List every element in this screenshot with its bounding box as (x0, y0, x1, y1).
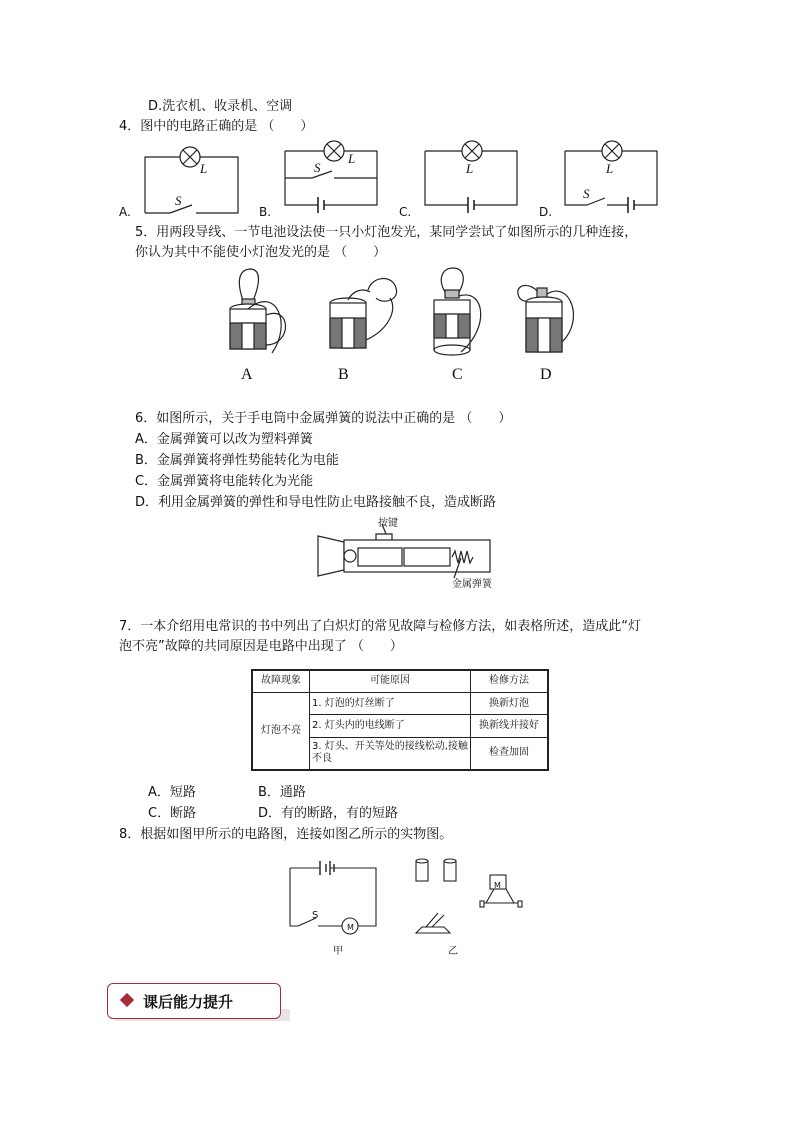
q7-option-d: D．有的断路，有的短路 (258, 806, 399, 821)
q3-option-d: D.洗衣机、收录机、空调 (148, 99, 293, 114)
q6-option-a: A．金属弹簧可以改为塑料弹簧 (135, 432, 313, 447)
q4-label-c: C. (399, 205, 412, 219)
q5-label-a: A (241, 366, 253, 383)
circuit-c-lamp-label: L (466, 161, 474, 176)
fault-table (251, 669, 549, 771)
battery-bulb-a (222, 265, 297, 360)
table-header: 可能原因 (310, 670, 471, 692)
table-cause-cell: 3. 灯头、开关等处的接线松动,接触不良 (310, 737, 471, 770)
q7-stem-line1: 7．一本介绍用电常识的书中列出了白炽灯的常见故障与检修方法，如表格所述，造成此“灯 (119, 619, 642, 634)
table-cause-cell: 1. 灯泡的灯丝断了 (310, 692, 471, 714)
table-fix-cell: 检查加固 (471, 737, 549, 770)
circuit-yi-diagram (410, 855, 530, 940)
diamond-icon (120, 993, 134, 1007)
circuit-jia-diagram (288, 858, 380, 933)
table-fix-cell: 换新线并接好 (471, 715, 549, 737)
table-phenomenon-cell: 灯泡不亮 (252, 692, 310, 770)
q5-label-d: D (540, 366, 552, 383)
circuit-d-lamp-label: L (606, 161, 614, 176)
table-cause-cell: 2. 灯头内的电线断了 (310, 715, 471, 737)
circuit-b-lamp-label: L (348, 151, 356, 166)
jia-label: 甲 (333, 946, 343, 957)
jia-motor-label: M (347, 923, 354, 932)
q5-label-c: C (452, 366, 463, 383)
table-fix-cell: 换新灯泡 (471, 692, 549, 714)
section-banner (107, 983, 281, 1019)
yi-label: 乙 (448, 946, 458, 957)
q7-option-c: C．断路 (148, 806, 197, 821)
q5-stem-line2: 你认为其中不能使小灯泡发光的是 （ ） (135, 245, 387, 260)
yi-motor-label: M (494, 881, 501, 890)
q4-label-b: B. (259, 205, 272, 219)
circuit-a-switch-label: S (175, 193, 182, 208)
q4-label-d: D. (539, 205, 553, 219)
circuit-d-switch-label: S (583, 186, 590, 201)
q7-stem-line2: 泡不亮”故障的共同原因是电路中出现了 （ ） (119, 639, 403, 654)
table-header: 检修方法 (471, 670, 549, 692)
jia-switch-label: S (312, 910, 319, 921)
battery-bulb-d (510, 280, 590, 365)
battery-bulb-b (318, 270, 408, 360)
circuit-a-lamp-label: L (200, 161, 208, 176)
table-header: 故障现象 (252, 670, 310, 692)
q4-stem: 4．图中的电路正确的是 （ ） (119, 119, 314, 134)
q6-option-c: C．金属弹簧将电能转化为光能 (135, 474, 314, 489)
circuit-b-switch-label: S (314, 160, 321, 175)
q4-label-a: A. (119, 205, 131, 219)
flashlight-spring-label: 金属弹簧 (452, 579, 492, 590)
q5-stem-line1: 5．用两段导线、一节电池设法使一只小灯泡发光，某同学尝试了如图所示的几种连接， (135, 225, 638, 240)
q6-option-b: B．金属弹簧将弹性势能转化为电能 (135, 453, 339, 468)
q6-stem: 6．如图所示，关于手电筒中金属弹簧的说法中正确的是 （ ） (135, 411, 512, 426)
circuit-b-diagram (282, 143, 382, 218)
q7-option-b: B．通路 (258, 785, 306, 800)
battery-bulb-c (425, 268, 500, 363)
q8-stem: 8．根据如图甲所示的电路图，连接如图乙所示的实物图。 (119, 827, 453, 842)
circuit-d-diagram (562, 143, 662, 218)
flashlight-button-label: 按键 (378, 518, 398, 529)
section-title: 课后能力提升 (143, 993, 234, 1011)
q6-option-d: D．利用金属弹簧的弹性和导电性防止电路接触不良，造成断路 (135, 495, 497, 510)
q5-label-b: B (338, 366, 349, 383)
circuit-c-diagram (422, 143, 522, 218)
circuit-a-diagram (140, 145, 245, 217)
q7-option-a: A．短路 (148, 785, 196, 800)
